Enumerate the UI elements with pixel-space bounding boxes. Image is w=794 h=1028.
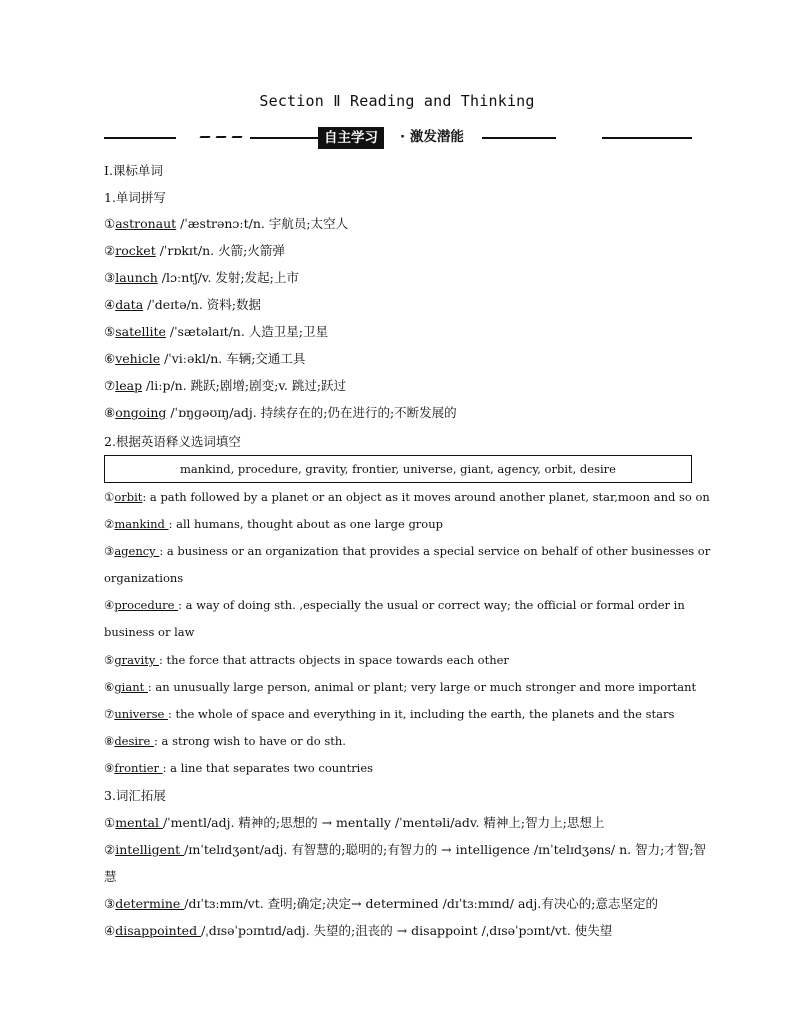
subheading-expansion: 3.词汇拓展 — [104, 788, 166, 803]
item-number: ② — [104, 842, 116, 857]
item-text: : the force that attracts objects in space towards each other — [158, 653, 509, 667]
expansion-item — [104, 923, 612, 939]
vocab-word: data — [115, 297, 144, 312]
item-number: ③ — [104, 896, 116, 911]
item-number: ⑦ — [104, 707, 115, 721]
spelling-item — [104, 243, 285, 259]
banner-rule-right — [482, 137, 556, 139]
banner-subtitle: · 激发潜能 — [400, 129, 464, 145]
item-text: 慧 — [104, 869, 117, 884]
definition-item — [104, 652, 509, 668]
item-number: ⑤ — [104, 324, 116, 339]
item-number: ① — [104, 815, 116, 830]
item-number: ③ — [104, 544, 115, 558]
item-text: : a path followed by a planet or an object as it moves around another planet, star,moon and so on — [142, 490, 710, 504]
definition-item — [104, 543, 710, 559]
vocab-word: intelligent — [115, 842, 185, 857]
item-number: ④ — [104, 923, 116, 938]
banner-label-box: 自主学习 — [318, 127, 384, 149]
definition-item — [104, 570, 183, 586]
subheading-fill-in: 2.根据英语释义选词填空 — [104, 434, 241, 449]
expansion-item — [104, 815, 604, 831]
item-text: /ˈsætəlaɪt/n. 人造卫星;卫星 — [165, 324, 329, 339]
vocab-word: frontier — [114, 761, 163, 775]
vocab-word: desire — [114, 734, 155, 748]
vocab-word: gravity — [114, 653, 159, 667]
banner-rule-mid — [250, 137, 318, 139]
vocab-word: vehicle — [115, 351, 161, 366]
vocab-word: giant — [114, 680, 148, 694]
spelling-item — [104, 324, 328, 340]
item-number: ⑥ — [104, 680, 115, 694]
banner-dash — [199, 136, 210, 138]
item-number: ⑤ — [104, 653, 115, 667]
item-number: ⑧ — [104, 405, 116, 420]
item-number: ⑨ — [104, 761, 115, 775]
item-number: ② — [104, 243, 116, 258]
item-text: /liːp/n. 跳跃;剧增;剧变;v. 跳过;跃过 — [142, 378, 347, 393]
vocab-word: mental — [115, 815, 163, 830]
item-text: /ˈmentl/adj. 精神的;思想的 → mentally /ˈmentəli/adv. 精神上;智力上;思想上 — [162, 815, 605, 830]
vocab-word: ongoing — [115, 405, 167, 420]
vocab-word: determine — [115, 896, 185, 911]
spelling-item — [104, 405, 457, 421]
item-number: ② — [104, 517, 115, 531]
item-text: /lɔːntʃ/v. 发射;发起;上市 — [157, 270, 299, 285]
definition-item — [104, 706, 674, 722]
item-text: : a strong wish to have or do sth. — [154, 734, 346, 748]
definition-item — [104, 733, 346, 749]
spelling-item — [104, 351, 305, 367]
vocab-word: astronaut — [115, 216, 177, 231]
definition-item — [104, 624, 194, 640]
banner-dash — [215, 136, 226, 138]
item-text: /ˌdɪsəˈpɔɪntɪd/adj. 失望的;沮丧的 → disappoint /ˌdɪsəˈpɔɪnt/vt. 使失望 — [201, 923, 613, 938]
expansion-item — [104, 869, 117, 885]
definition-item — [104, 489, 710, 505]
item-text: /ˈrɒkɪt/n. 火箭;火箭弹 — [155, 243, 285, 258]
item-number: ⑦ — [104, 378, 116, 393]
item-text: : an unusually large person, animal or plant; very large or much stronger and more important — [147, 680, 697, 694]
item-number: ⑥ — [104, 351, 116, 366]
definition-item — [104, 516, 443, 532]
item-number: ④ — [104, 297, 116, 312]
vocab-word: procedure — [114, 598, 179, 612]
item-number: ① — [104, 490, 115, 504]
expansion-item — [104, 896, 658, 912]
definition-item — [104, 679, 696, 695]
item-text: : a line that separates two countries — [162, 761, 374, 775]
vocab-word: orbit — [114, 490, 143, 504]
item-text: /ˈɒŋɡəʊɪŋ/adj. 持续存在的;仍在进行的;不断发展的 — [166, 405, 457, 420]
item-text: : a way of doing sth. ,especially the usual or correct way; the official or formal order in — [178, 598, 685, 612]
spelling-item — [104, 216, 348, 232]
item-text: /ˈdeɪtə/n. 资料;数据 — [143, 297, 262, 312]
vocab-word: agency — [114, 544, 160, 558]
section-heading: Ⅰ.课标单词 — [104, 163, 163, 178]
definition-item — [104, 597, 685, 613]
spelling-item — [104, 378, 346, 394]
vocab-word: mankind — [114, 517, 169, 531]
item-text: /ˈviːəkl/n. 车辆;交通工具 — [160, 351, 306, 366]
word-bank-box: mankind, procedure, gravity, frontier, universe, giant, agency, orbit, desire — [104, 455, 692, 483]
page-title: Section Ⅱ Reading and Thinking — [259, 92, 535, 110]
item-number: ④ — [104, 598, 115, 612]
subheading-spelling: 1.单词拼写 — [104, 190, 166, 205]
spelling-item — [104, 270, 299, 286]
vocab-word: leap — [115, 378, 143, 393]
section-banner — [104, 127, 692, 149]
spelling-item — [104, 297, 261, 313]
expansion-item — [104, 842, 706, 858]
item-text: /ˈæstrənɔːt/n. 宇航员;太空人 — [176, 216, 349, 231]
vocab-word: disappointed — [115, 923, 202, 938]
item-text: /ɪnˈtelɪdʒənt/adj. 有智慧的;聪明的;有智力的 → intelligence /ɪnˈtelɪdʒəns/ n. 智力;才智;智 — [184, 842, 707, 857]
banner-dash — [231, 136, 242, 138]
vocab-word: rocket — [115, 243, 156, 258]
vocab-word: universe — [114, 707, 168, 721]
item-text: : a business or an organization that provides a special service on behalf of other businesses or — [159, 544, 711, 558]
vocab-word: launch — [115, 270, 158, 285]
banner-rule-left — [104, 137, 176, 139]
item-text: /dɪˈtɜːmɪn/vt. 查明;确定;决定→ determined /dɪˈtɜːmɪnd/ adj.有决心的;意志坚定的 — [184, 896, 658, 911]
vocab-word: satellite — [115, 324, 166, 339]
definition-item — [104, 760, 373, 776]
item-text: organizations — [104, 571, 184, 585]
item-number: ③ — [104, 270, 116, 285]
item-text: : the whole of space and everything in it, including the earth, the planets and the stars — [167, 707, 675, 721]
banner-rule-end — [602, 137, 692, 139]
item-text: business or law — [104, 625, 195, 639]
item-number: ① — [104, 216, 116, 231]
item-number: ⑧ — [104, 734, 115, 748]
item-text: : all humans, thought about as one large group — [168, 517, 443, 531]
